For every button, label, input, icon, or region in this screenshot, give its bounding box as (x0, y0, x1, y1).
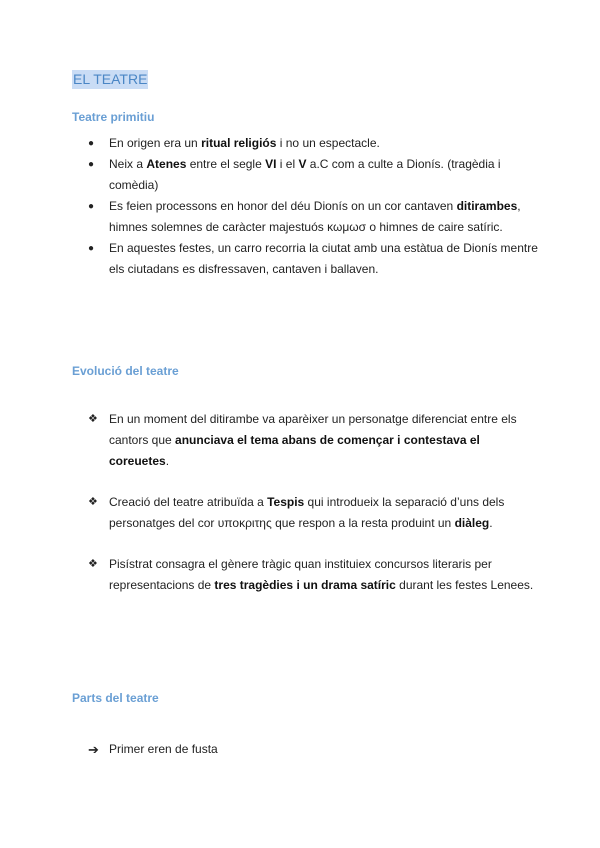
list-item: ● En aquestes festes, un carro recorria la ciutat amb una estàtua de Dionís mentre els ciutadans es disfressaven, cantaven i ballaven. (88, 238, 538, 280)
bullet-icon: ● (88, 243, 95, 254)
section-heading-evolucio-del-teatre: Evolució del teatre (72, 364, 179, 378)
list-item: ● Es feien processons en honor del déu Dionís on un cor cantaven ditirambes, himnes solemnes de caràcter majestuós κωμωσ o himnes de caire satíric. (88, 196, 538, 238)
diamond-bullet-icon: ❖ (88, 496, 98, 508)
list-item: ❖ En un moment del ditirambe va aparèixer un personatge diferenciat entre els cantors que anunciava el tema abans de començar i contestava el coreuetes. (88, 409, 538, 472)
diamond-bullet-icon: ❖ (88, 413, 98, 425)
diamond-bullet-icon: ❖ (88, 558, 98, 570)
section-heading-teatre-primitiu: Teatre primitiu (72, 110, 155, 124)
list-item: ❖ Pisístrat consagra el gènere tràgic quan instituiex concursos literaris per representacions de tres tragèdies i un drama satíric durant les festes Lenees. (88, 554, 538, 596)
bullet-icon: ● (88, 201, 95, 212)
arrow-bullet-icon: ➔ (88, 742, 99, 757)
list-item: ● Neix a Atenes entre el segle VI i el V a.C com a culte a Dionís. (tragèdia i comèdia) (88, 154, 538, 196)
bullet-icon: ● (88, 159, 95, 170)
section-heading-parts-del-teatre: Parts del teatre (72, 691, 159, 705)
list-item: ● En origen era un ritual religiós i no un espectacle. (88, 133, 538, 154)
list-item: ❖ Creació del teatre atribuïda a Tespis qui introdueix la separació d’uns dels personatges del cor υποκριτης que respon a la resta produint un diàleg. (88, 492, 538, 534)
document-title: EL TEATRE (73, 71, 148, 87)
bullet-icon: ● (88, 138, 95, 149)
list-item: ➔ Primer eren de fusta (88, 739, 538, 760)
